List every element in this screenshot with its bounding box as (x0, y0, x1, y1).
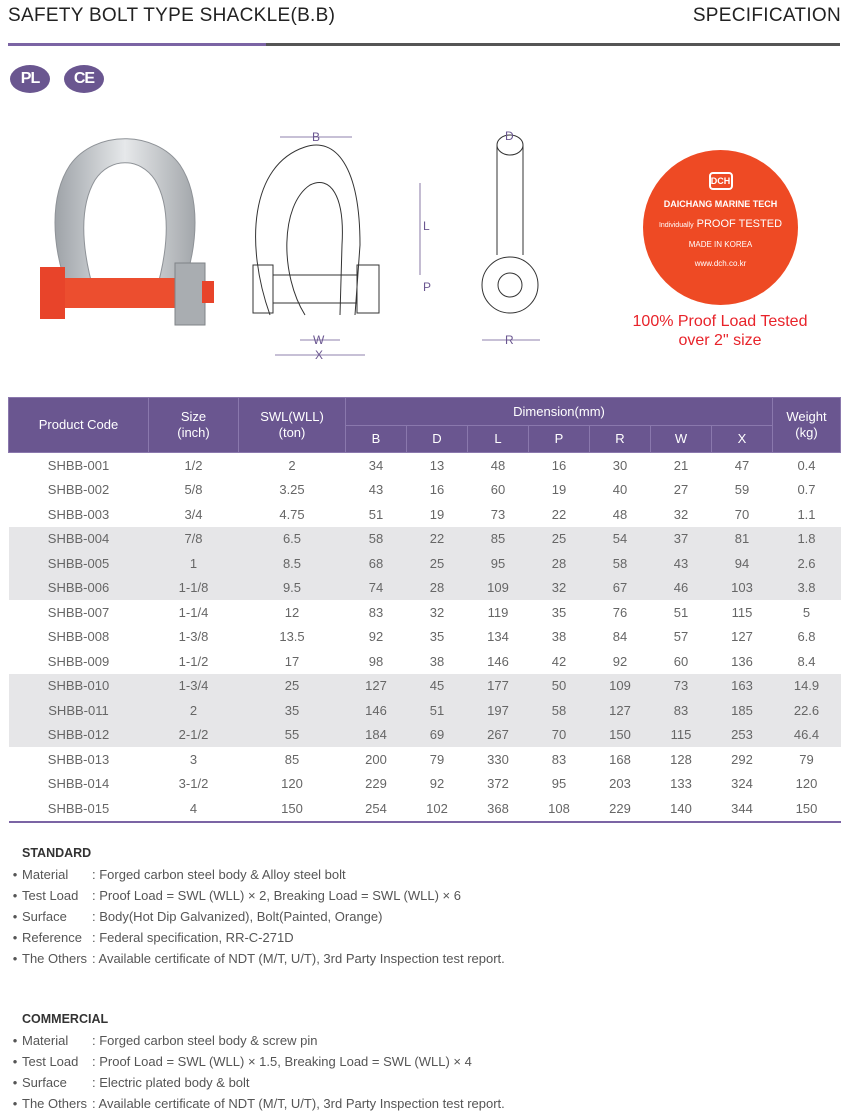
table-cell: 9.5 (239, 576, 346, 601)
bullet-icon: • (12, 1033, 18, 1048)
table-cell: 108 (529, 796, 590, 822)
table-cell: 69 (407, 723, 468, 748)
spec-item-value: : Proof Load = SWL (WLL) × 1.5, Breaking Load = SWL (WLL) × 4 (92, 1054, 472, 1069)
table-cell: 17 (284, 653, 300, 669)
table-cell: 50 (529, 674, 590, 699)
table-cell: 2 (288, 457, 296, 473)
dim-label-x: X (315, 348, 324, 362)
header-swl: SWL(WLL) (ton) (239, 398, 346, 453)
table-cell: 1-1/4 (178, 604, 209, 620)
table-cell: 120 (795, 776, 818, 792)
table-cell: 22 (407, 527, 468, 552)
header-dim-d: D (407, 426, 468, 453)
table-cell: 32 (429, 604, 445, 620)
table-row (9, 698, 841, 723)
header-divider-accent (8, 43, 266, 46)
table-cell: 2 (149, 698, 239, 723)
header-product-code: Product Code (9, 398, 149, 453)
spec-item (8, 906, 505, 927)
spec-item-label: The Others (22, 951, 88, 966)
table-cell: 32 (529, 576, 590, 601)
table-cell: 324 (731, 776, 753, 792)
table-cell: 128 (670, 751, 692, 767)
table-row (9, 453, 841, 478)
table-cell: SHBB-009 (47, 653, 110, 669)
seal-website: www.dch.co.kr (694, 259, 747, 268)
table-cell: SHBB-011 (9, 698, 149, 723)
table-cell: SHBB-008 (47, 629, 110, 645)
table-cell: 73 (651, 674, 712, 699)
table-cell: 150 (773, 796, 841, 822)
table-cell: 127 (346, 674, 407, 699)
spec-item-label: Test Load (22, 888, 79, 903)
table-cell: 22 (551, 506, 567, 522)
table-cell: SHBB-007 (47, 604, 110, 620)
table-cell: 34 (368, 457, 384, 473)
commercial-heading: COMMERCIAL (22, 1012, 109, 1026)
table-cell: 83 (651, 698, 712, 723)
table-cell: 81 (712, 527, 773, 552)
table-cell: 13 (429, 457, 445, 473)
spec-item-value: : Forged carbon steel body & screw pin (92, 1033, 318, 1048)
table-cell: 43 (651, 551, 712, 576)
spec-item-label: Material (22, 867, 69, 882)
table-cell: 4.75 (279, 506, 305, 522)
table-cell: 127 (590, 698, 651, 723)
page-title: SAFETY BOLT TYPE SHACKLE(B.B) (8, 5, 336, 26)
header-weight: Weight (kg) (773, 398, 841, 453)
table-cell: 372 (487, 776, 509, 792)
table-cell: SHBB-015 (9, 796, 149, 822)
table-cell: 55 (239, 723, 346, 748)
table-cell: 229 (365, 776, 387, 792)
spec-item (8, 885, 505, 906)
table-cell: 42 (551, 653, 567, 669)
table-cell: 25 (529, 527, 590, 552)
table-cell: 54 (590, 527, 651, 552)
table-cell: 58 (529, 698, 590, 723)
table-cell: 83 (368, 604, 384, 620)
table-cell: 102 (407, 796, 468, 822)
table-row (9, 576, 841, 601)
table-cell: 2-1/2 (149, 723, 239, 748)
table-cell: 368 (468, 796, 529, 822)
spec-item-label: Surface (22, 909, 67, 924)
table-cell: 134 (487, 629, 509, 645)
bullet-icon: • (12, 930, 18, 945)
table-cell: 5/8 (184, 482, 203, 498)
spec-item-label: Reference (22, 930, 82, 945)
table-cell: SHBB-012 (9, 723, 149, 748)
spec-item-label: Test Load (22, 1054, 79, 1069)
table-cell: 67 (590, 576, 651, 601)
table-cell: 184 (346, 723, 407, 748)
table-cell: 27 (673, 482, 689, 498)
spec-item-label: The Others (22, 1096, 88, 1111)
table-cell: 103 (712, 576, 773, 601)
table-cell: 1.1 (797, 506, 816, 522)
table-cell: 1-1/8 (149, 576, 239, 601)
table-cell: 70 (734, 506, 750, 522)
table-cell: 19 (429, 506, 445, 522)
spec-item-label: Material (22, 1033, 69, 1048)
proof-load-note: 100% Proof Load Tested over 2" size (632, 313, 808, 349)
table-cell: 203 (609, 776, 631, 792)
table-row (9, 674, 841, 699)
standard-section (8, 846, 505, 969)
table-cell: 7/8 (149, 527, 239, 552)
table-cell: 40 (612, 482, 628, 498)
table-cell: 1/2 (184, 457, 203, 473)
table-cell: 76 (612, 604, 628, 620)
table-cell: 8.4 (797, 653, 816, 669)
table-cell: 344 (712, 796, 773, 822)
seal-origin: MADE IN KOREA (688, 240, 753, 249)
table-cell: 79 (429, 751, 445, 767)
spec-item (8, 948, 505, 969)
table-row (9, 747, 841, 772)
table-cell: 48 (612, 506, 628, 522)
header-dimension: Dimension(mm) (346, 398, 773, 426)
table-row (9, 796, 841, 822)
table-cell: 3-1/2 (178, 776, 209, 792)
table-cell: 70 (529, 723, 590, 748)
header-size: Size (inch) (149, 398, 239, 453)
seal-company: DAICHANG MARINE TECH (663, 199, 778, 209)
table-cell: 59 (734, 482, 750, 498)
table-row (9, 478, 841, 503)
table-cell: 1 (149, 551, 239, 576)
specification-table (8, 397, 841, 823)
spec-item (8, 1072, 505, 1093)
table-cell: 51 (368, 506, 384, 522)
header-dim-r: R (590, 426, 651, 453)
table-cell: 28 (529, 551, 590, 576)
table-cell: 0.4 (797, 457, 816, 473)
table-cell: 200 (365, 751, 387, 767)
table-cell: 30 (612, 457, 628, 473)
dim-label-d: D (505, 129, 514, 143)
table-cell: 35 (239, 698, 346, 723)
table-cell: 38 (429, 653, 445, 669)
table-cell: 22.6 (773, 698, 841, 723)
dim-label-r: R (505, 333, 514, 347)
table-cell: 1-3/4 (149, 674, 239, 699)
table-cell: 13.5 (279, 629, 305, 645)
table-cell: 146 (346, 698, 407, 723)
table-cell: 83 (551, 751, 567, 767)
bullet-icon: • (12, 867, 18, 882)
table-cell: 57 (673, 629, 689, 645)
table-cell: 4 (149, 796, 239, 822)
spec-item (8, 1051, 505, 1072)
table-cell: 68 (346, 551, 407, 576)
table-cell: 92 (612, 653, 628, 669)
spec-item (8, 864, 505, 885)
table-row (9, 502, 841, 527)
table-cell: 46.4 (773, 723, 841, 748)
dim-label-p: P (423, 280, 432, 294)
table-cell: 150 (239, 796, 346, 822)
bullet-icon: • (12, 1096, 18, 1111)
table-cell: 168 (609, 751, 631, 767)
bullet-icon: • (12, 888, 18, 903)
spec-item-value: : Electric plated body & bolt (92, 1075, 250, 1090)
table-cell: 14.9 (773, 674, 841, 699)
table-cell: 115 (731, 604, 753, 620)
pl-mark-icon: PL (10, 65, 50, 93)
company-logo-icon: DCH (709, 172, 733, 190)
spec-item (8, 1093, 505, 1114)
table-cell: 73 (490, 506, 506, 522)
table-row (9, 551, 841, 576)
table-cell: SHBB-004 (9, 527, 149, 552)
spec-item-label: Surface (22, 1075, 67, 1090)
table-cell: 84 (612, 629, 628, 645)
dim-label-b: B (312, 130, 321, 144)
table-cell: SHBB-013 (47, 751, 110, 767)
table-cell: 109 (590, 674, 651, 699)
table-row (9, 527, 841, 552)
seal-tested: Individually PROOF TESTED (658, 218, 783, 230)
table-cell: 60 (490, 482, 506, 498)
proof-tested-seal (643, 150, 798, 305)
table-cell: 79 (799, 751, 814, 767)
table-cell: 38 (551, 629, 567, 645)
header-dim-l: L (468, 426, 529, 453)
table-cell: 119 (487, 604, 509, 620)
table-cell: 58 (346, 527, 407, 552)
table-cell: 25 (407, 551, 468, 576)
table-cell: 6.8 (797, 629, 816, 645)
table-cell: 35 (429, 629, 445, 645)
table-row (9, 600, 841, 625)
table-cell: SHBB-002 (47, 482, 110, 498)
table-cell: 51 (673, 604, 689, 620)
header-dim-b: B (346, 426, 407, 453)
table-cell: 3 (189, 751, 198, 767)
spec-item-value: : Available certificate of NDT (M/T, U/T), 3rd Party Inspection test report. (92, 951, 505, 966)
spec-item-value: : Available certificate of NDT (M/T, U/T), 3rd Party Inspection test report. (92, 1096, 505, 1111)
spec-item-value: : Proof Load = SWL (WLL) × 2, Breaking Load = SWL (WLL) × 6 (92, 888, 461, 903)
dim-label-l: L (423, 219, 430, 233)
certification-badges (10, 65, 104, 93)
table-cell: 1-1/2 (178, 653, 209, 669)
table-cell: 58 (590, 551, 651, 576)
table-cell: 292 (731, 751, 753, 767)
table-cell: 150 (590, 723, 651, 748)
table-cell: SHBB-001 (47, 457, 110, 473)
table-cell: 146 (487, 653, 509, 669)
table-cell: 16 (429, 482, 445, 498)
table-cell: 6.5 (239, 527, 346, 552)
table-cell: 45 (407, 674, 468, 699)
table-cell: 267 (468, 723, 529, 748)
table-cell: SHBB-010 (9, 674, 149, 699)
table-cell: 43 (368, 482, 384, 498)
table-row (9, 772, 841, 797)
table-cell: 185 (712, 698, 773, 723)
table-cell: 163 (712, 674, 773, 699)
standard-heading: STANDARD (22, 846, 92, 860)
table-cell: 74 (346, 576, 407, 601)
spec-item (8, 1030, 505, 1051)
table-cell: 136 (731, 653, 753, 669)
table-cell: 47 (734, 457, 750, 473)
table-cell: 60 (673, 653, 689, 669)
table-cell: 3/4 (184, 506, 203, 522)
table-cell: 1-3/8 (178, 629, 209, 645)
table-cell: 92 (429, 776, 445, 792)
bullet-icon: • (12, 1054, 18, 1069)
bullet-icon: • (12, 1075, 18, 1090)
table-cell: 37 (651, 527, 712, 552)
table-cell: 51 (407, 698, 468, 723)
bullet-icon: • (12, 909, 18, 924)
table-cell: 92 (368, 629, 384, 645)
shackle-technical-drawing (235, 125, 560, 370)
table-cell: 16 (551, 457, 567, 473)
table-cell: 177 (468, 674, 529, 699)
spec-item-value: : Forged carbon steel body & Alloy steel bolt (92, 867, 346, 882)
table-cell: 120 (281, 776, 303, 792)
table-cell: 95 (468, 551, 529, 576)
table-cell: 197 (468, 698, 529, 723)
table-cell: 48 (490, 457, 506, 473)
table-cell: 140 (651, 796, 712, 822)
table-cell: SHBB-005 (9, 551, 149, 576)
table-cell: 98 (368, 653, 384, 669)
table-cell: 21 (673, 457, 689, 473)
header-dim-x: X (712, 426, 773, 453)
specification-heading: SPECIFICATION (692, 5, 841, 26)
table-cell: 2.6 (773, 551, 841, 576)
table-cell: 127 (731, 629, 753, 645)
table-cell: 46 (651, 576, 712, 601)
table-cell: 330 (487, 751, 509, 767)
shackle-photo (30, 135, 215, 335)
spec-item-value: : Body(Hot Dip Galvanized), Bolt(Painted, Orange) (92, 909, 383, 924)
table-cell: 3.8 (773, 576, 841, 601)
table-cell: 85 (468, 527, 529, 552)
table-row (9, 625, 841, 650)
table-cell: 5 (802, 604, 811, 620)
table-cell: 133 (670, 776, 692, 792)
table-cell: 25 (239, 674, 346, 699)
header-divider (8, 43, 840, 46)
table-cell: 94 (712, 551, 773, 576)
table-cell: 109 (468, 576, 529, 601)
header-dim-w: W (651, 426, 712, 453)
table-cell: 8.5 (239, 551, 346, 576)
table-cell: 0.7 (797, 482, 816, 498)
table-cell: 229 (590, 796, 651, 822)
table-cell: 85 (284, 751, 300, 767)
table-row (9, 723, 841, 748)
table-cell: 32 (673, 506, 689, 522)
table-cell: 28 (407, 576, 468, 601)
table-cell: 3.25 (279, 482, 305, 498)
table-cell: SHBB-003 (47, 506, 110, 522)
spec-item-value: : Federal specification, RR-C-271D (92, 930, 294, 945)
spec-item (8, 927, 505, 948)
table-cell: 254 (346, 796, 407, 822)
table-cell: 115 (651, 723, 712, 748)
commercial-section (8, 1012, 505, 1114)
ce-mark-icon: CE (64, 65, 104, 93)
table-cell: 12 (284, 604, 300, 620)
table-cell: SHBB-014 (47, 776, 110, 792)
dim-label-w: W (313, 333, 325, 347)
table-cell: SHBB-006 (9, 576, 149, 601)
table-cell: 95 (551, 776, 567, 792)
table-cell: 35 (551, 604, 567, 620)
table-cell: 1.8 (773, 527, 841, 552)
table-cell: 253 (712, 723, 773, 748)
table-cell: 19 (551, 482, 567, 498)
header-dim-p: P (529, 426, 590, 453)
table-row (9, 649, 841, 674)
bullet-icon: • (12, 951, 18, 966)
